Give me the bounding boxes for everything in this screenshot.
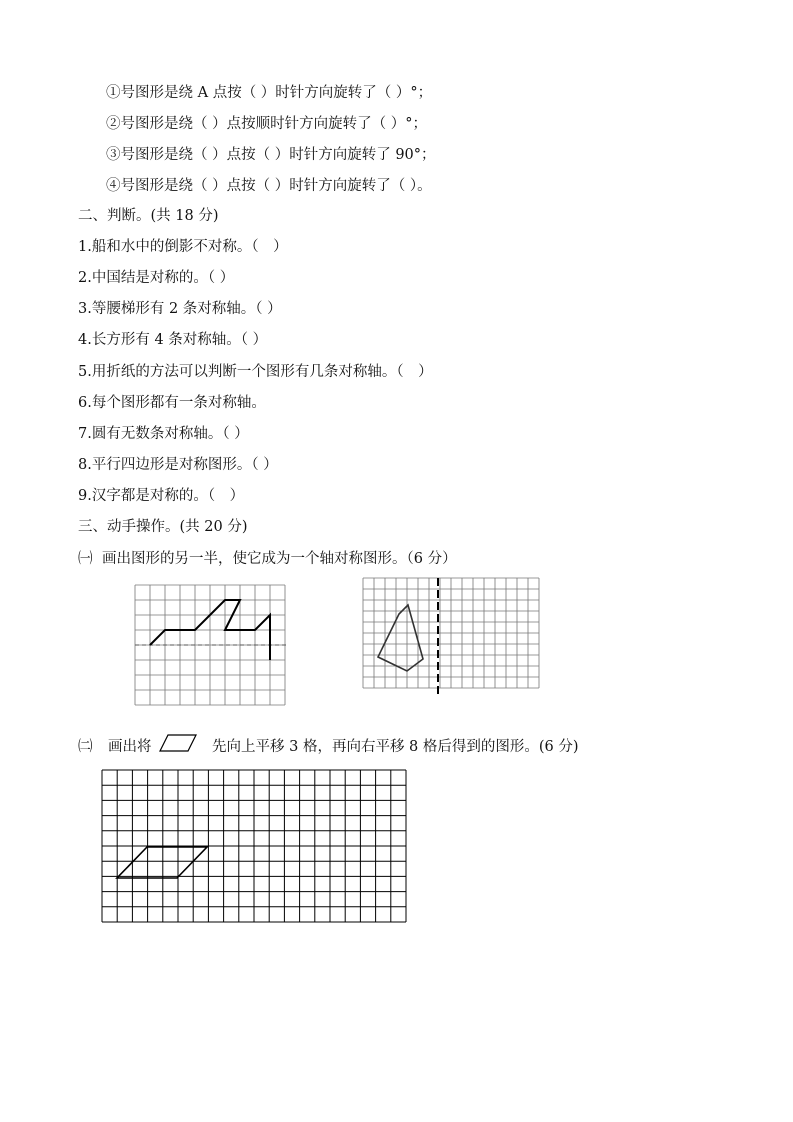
grid-figure-3	[102, 770, 406, 924]
judge-item-8: 8.平行四边形是对称图形。（ ）	[78, 457, 278, 473]
judge-item-9: 9.汉字都是对称的。（ ）	[78, 488, 245, 504]
part2-label: ㈡	[78, 739, 93, 755]
grid-figure-2	[363, 578, 541, 696]
operate-section-title: 三、动手操作。(共 20 分)	[78, 519, 248, 535]
judge-item-7: 7.圆有无数条对称轴。（ ）	[78, 426, 249, 442]
parallelogram-icon	[158, 733, 200, 753]
rotation-item-1: ①号图形是绕 A 点按（ ）时针方向旋转了（ ）°；	[106, 85, 433, 101]
part1-label: ㈠	[78, 551, 93, 567]
rotation-item-4: ④号图形是绕（ ）点按（ ）时针方向旋转了（ ）。	[106, 178, 432, 194]
judge-section-title: 二、判断。(共 18 分)	[78, 208, 219, 224]
grid-figure-1	[135, 585, 287, 707]
judge-item-1: 1.船和水中的倒影不对称。（ ）	[78, 239, 288, 255]
judge-item-4: 4.长方形有 4 条对称轴。（ ）	[78, 332, 268, 348]
part2-instruction-b: 先向上平移 3 格，再向右平移 8 格后得到的图形。(6 分)	[212, 739, 579, 755]
rotation-item-2: ②号图形是绕（ ）点按顺时针方向旋转了（ ）°；	[106, 116, 427, 132]
judge-item-2: 2.中国结是对称的。（ ）	[78, 270, 235, 286]
part1-instruction: 画出图形的另一半，使它成为一个轴对称图形。（6 分）	[102, 551, 457, 567]
grid-lines-3	[102, 770, 406, 922]
judge-item-5: 5.用折纸的方法可以判断一个图形有几条对称轴。（ ）	[78, 364, 433, 380]
rotation-item-3: ③号图形是绕（ ）点按（ ）时针方向旋转了 90°；	[106, 147, 436, 163]
judge-item-3: 3.等腰梯形有 2 条对称轴。（ ）	[78, 301, 282, 317]
part2-instruction-a: 画出将	[108, 739, 152, 755]
judge-item-6: 6.每个图形都有一条对称轴。	[78, 395, 266, 411]
